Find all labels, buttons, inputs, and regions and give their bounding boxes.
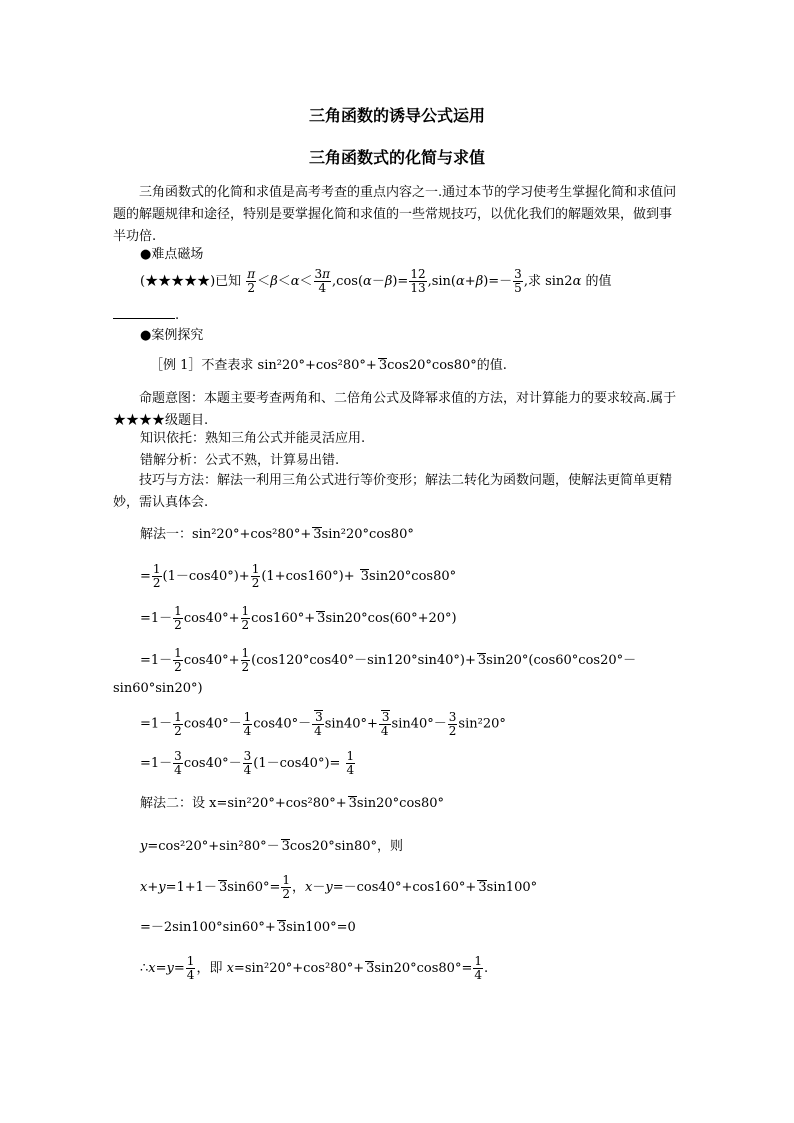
method-paragraph: 技巧与方法：解法一利用三角公式进行等价变形；解法二转化为函数问题，使解法更简单更精妙，需认真体会. <box>113 473 673 510</box>
section-title: 三角函数式的化简与求值 <box>308 148 485 167</box>
basis-line: 知识依托：熟知三角公式并能灵活应用. <box>140 431 366 446</box>
solution1-line4-cont: sin60°sin20°) <box>113 681 203 696</box>
section-cases: ●案例探究 <box>140 328 204 343</box>
example-tail: cos20°cos80°的值. <box>387 358 507 373</box>
section-difficulty: ●难点磁场 <box>140 247 204 262</box>
solution1-line3: =1－ $\frac{1}{2}$ cos40°+ $\frac{1}{2}$ cos160°+ 3sin20°cos(60°+20°) <box>140 604 457 632</box>
solution2-label: 解法二：设 x= <box>140 796 228 811</box>
problem-line: (★★★★★)已知 $\frac{\pi}{2}$ ＜β＜α＜ $\frac{3\pi}{4}$ ,cos(α－β)= $\frac{12}{13}$ ,sin(α+β)=－ $\frac{3}{5}$ ,求 sin2α 的值 <box>140 267 612 295</box>
solution1-line2: = $\frac{1}{2}$ (1－cos40°)+ $\frac{1}{2}$ (1+cos160°)+ 3sin20°cos80° <box>140 562 457 590</box>
intent-paragraph: 命题意图：本题主要考查两角和、二倍角公式及降幂求值的方法，对计算能力的要求较高.属于★★★★级题目. <box>113 391 677 428</box>
doc-title: 三角函数的诱导公式运用 <box>308 106 485 125</box>
solution1-label: 解法一： <box>140 527 193 542</box>
then-word: 则 <box>390 839 404 854</box>
example-label: ［例 1］不查表求 sin²20°+cos²80°+ <box>150 358 377 373</box>
solution2-line2: y=cos²20°+sin²80°－ 3cos20°sin80°，则 <box>140 839 404 854</box>
solution1-line6: =1－ $\frac{3}{4}$ cos40°－ $\frac{3}{4}$ (1－cos40°)= $\frac{1}{4}$ <box>140 749 355 777</box>
solution1-line4: =1－ $\frac{1}{2}$ cos40°+ $\frac{1}{2}$ (cos120°cos40°－sin120°sin40°)+ 3sin20°(cos60°cos20°－ <box>140 646 637 674</box>
intro-paragraph: 三角函数式的化简和求值是高考考查的重点内容之一.通过本节的学习使考生掌握化简和求值问题的解题规律和途径，特别是要掌握化简和求值的一些常规技巧，以优化我们的解题效果，做到事半功倍. <box>113 185 677 244</box>
solution1-line5: =1－ $\frac{1}{2}$ cos40°－ $\frac{1}{4}$ cos40°－ $\frac{3}{4}$ sin40°+ $\frac{3}{4}$ sin40°－ $\frac{3}{2}$ sin²20° <box>140 709 506 738</box>
solution1-line1: 解法一：sin²20°+cos²80°+ 3sin²20°cos80° <box>140 527 414 542</box>
solution2-line1: 解法二：设 x=sin²20°+cos²80°+ 3sin20°cos80° <box>140 796 444 811</box>
answer-blank: . <box>113 308 179 324</box>
solution2-line3: x+y=1+1－ 3sin60°= $\frac{1}{2}$ ，x－y=－cos40°+cos160°+ 3sin100° <box>140 873 538 901</box>
solution2-line5: ∴x=y= $\frac{1}{4}$ ，即 x=sin²20°+cos²80°+ 3sin20°cos80°= $\frac{1}{4}$ . <box>140 954 489 982</box>
error-line: 错解分析：公式不熟，计算易出错. <box>140 453 340 468</box>
solution2-line4: =－2sin100°sin60°+ 3sin100°=0 <box>140 920 356 935</box>
example-1: ［例 1］不查表求 sin²20°+cos²80°+ 3cos20°cos80°的值. <box>150 358 507 373</box>
